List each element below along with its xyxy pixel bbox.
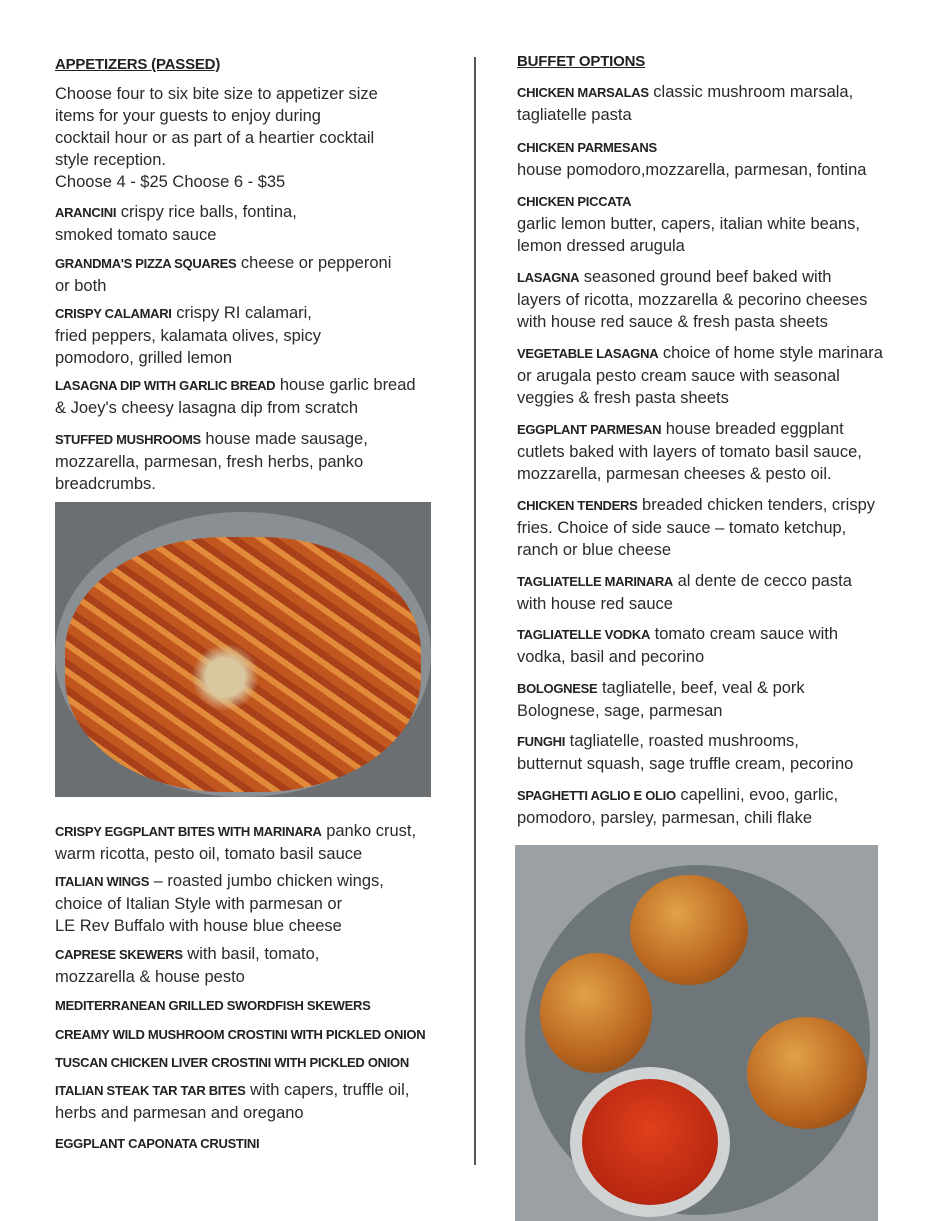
menu-item-name: VEGETABLE LASAGNA xyxy=(517,346,659,361)
menu-item xyxy=(517,494,917,561)
menu-item-name: ITALIAN WINGS xyxy=(55,874,150,889)
menu-item-name: EGGPLANT PARMESAN xyxy=(517,422,662,437)
menu-item-description: house made sausage, mozzarella, parmesan, fresh herbs, panko breadcrumbs. xyxy=(55,430,368,493)
arancini-ball xyxy=(540,953,652,1073)
appetizers-intro: Choose four to six bite size to appetizer size items for your guests to enjoy during cocktail hour or as part of a heartier cocktail style reception. Choose 4 - $25 Choose 6 - $35 xyxy=(55,85,378,191)
column-divider xyxy=(474,57,476,1165)
menu-item xyxy=(55,302,455,369)
menu-item xyxy=(55,994,455,1017)
menu-item xyxy=(55,1051,455,1074)
menu-item-name: STUFFED MUSHROOMS xyxy=(55,432,201,447)
menu-item-name: CHICKEN MARSALAS xyxy=(517,85,649,100)
menu-item-name: TUSCAN CHICKEN LIVER CROSTINI WITH PICKLED ONION xyxy=(55,1055,409,1070)
menu-item-name: CRISPY CALAMARI xyxy=(55,306,172,321)
arancini-ball xyxy=(630,875,748,985)
menu-item-name: LASAGNA DIP WITH GARLIC BREAD xyxy=(55,378,276,393)
menu-item-name: ITALIAN STEAK TAR TAR BITES xyxy=(55,1083,246,1098)
menu-item-name: FUNGHI xyxy=(517,734,566,749)
menu-item-description: seasoned ground beef baked with layers of ricotta, mozzarella & pecorino cheeses with house red sauce & fresh pasta sheets xyxy=(517,268,868,331)
menu-item-description: tomato cream sauce with vodka, basil and pecorino xyxy=(517,625,839,666)
menu-item-description: crispy rice balls, fontina, smoked tomato sauce xyxy=(55,203,297,244)
menu-item xyxy=(55,252,455,297)
menu-item-name: CHICKEN TENDERS xyxy=(517,498,638,513)
arancini-photo xyxy=(515,845,878,1221)
menu-item-description: with capers, truffle oil, herbs and parmesan and oregano xyxy=(55,1081,410,1122)
pasta-shape xyxy=(65,537,421,792)
menu-item-name: TAGLIATELLE VODKA xyxy=(517,627,651,642)
menu-item xyxy=(55,870,455,937)
arancini-ball xyxy=(747,1017,867,1129)
menu-item-description: house garlic bread & Joey's cheesy lasagna dip from scratch xyxy=(55,376,416,417)
menu-item-name: CREAMY WILD MUSHROOM CROSTINI WITH PICKLED ONION xyxy=(55,1027,426,1042)
menu-item-name: ARANCINI xyxy=(55,205,117,220)
menu-item-description: with basil, tomato, mozzarella & house pesto xyxy=(55,945,320,986)
menu-item-description: choice of home style marinara or arugala pesto cream sauce with seasonal veggies & fresh pasta sheets xyxy=(517,344,883,407)
menu-item-name: LASAGNA xyxy=(517,270,580,285)
menu-item-description: house pomodoro,mozzarella, parmesan, fontina xyxy=(517,161,867,179)
menu-item xyxy=(55,820,455,865)
menu-item xyxy=(517,81,917,126)
menu-item-description: – roasted jumbo chicken wings, choice of Italian Style with parmesan or LE Rev Buffalo with house blue cheese xyxy=(55,872,384,935)
menu-item-description: classic mushroom marsala, tagliatelle pasta xyxy=(517,83,854,124)
menu-item-description: tagliatelle, roasted mushrooms, butternut squash, sage truffle cream, pecorino xyxy=(517,732,854,773)
menu-item xyxy=(517,730,917,775)
menu-item xyxy=(55,1023,455,1046)
menu-item xyxy=(517,266,917,333)
menu-item xyxy=(517,570,917,615)
appetizers-heading: APPETIZERS (PASSED) xyxy=(55,56,221,73)
menu-item xyxy=(517,623,917,668)
menu-item-description: cheese or pepperoni or both xyxy=(55,254,392,295)
menu-item xyxy=(517,342,917,409)
menu-item xyxy=(517,418,917,485)
menu-item-description: al dente de cecco pasta with house red sauce xyxy=(517,572,852,613)
pasta-dish-photo xyxy=(55,502,431,797)
menu-item xyxy=(55,943,455,988)
menu-item-description: garlic lemon butter, capers, italian white beans, lemon dressed arugula xyxy=(517,215,861,255)
menu-item xyxy=(517,136,917,181)
menu-item xyxy=(55,374,455,419)
menu-item-description: breaded chicken tenders, crispy fries. Choice of side sauce – tomato ketchup, ranch or blue cheese xyxy=(517,496,876,559)
menu-item xyxy=(517,190,917,257)
buffet-heading: BUFFET OPTIONS xyxy=(517,53,646,70)
menu-item xyxy=(55,1132,455,1155)
menu-item xyxy=(517,677,917,722)
menu-item-description: tagliatelle, beef, veal & pork Bolognese, sage, parmesan xyxy=(517,679,805,720)
menu-item-description: panko crust, warm ricotta, pesto oil, tomato basil sauce xyxy=(55,822,417,863)
menu-item-name: GRANDMA'S PIZZA SQUARES xyxy=(55,256,237,271)
menu-item-name: TAGLIATELLE MARINARA xyxy=(517,574,673,589)
menu-item-description: house breaded eggplant cutlets baked with layers of tomato basil sauce, mozzarella, parmesan cheeses & pesto oil. xyxy=(517,420,862,483)
menu-item xyxy=(55,201,455,246)
sauce-cup xyxy=(570,1067,730,1217)
menu-item-name: EGGPLANT CAPONATA CRUSTINI xyxy=(55,1136,260,1151)
menu-item-name: MEDITERRANEAN GRILLED SWORDFISH SKEWERS xyxy=(55,998,371,1013)
menu-item-name: CHICKEN PICCATA xyxy=(517,194,632,209)
menu-item xyxy=(55,428,455,495)
menu-item-name: CHICKEN PARMESANS xyxy=(517,140,657,155)
menu-item xyxy=(55,1079,455,1124)
menu-item-name: CAPRESE SKEWERS xyxy=(55,947,183,962)
menu-item-description: crispy RI calamari, fried peppers, kalamata olives, spicy pomodoro, grilled lemon xyxy=(55,304,321,367)
menu-item-name: SPAGHETTI AGLIO E OLIO xyxy=(517,788,676,803)
menu-item-name: BOLOGNESE xyxy=(517,681,598,696)
menu-item-name: CRISPY EGGPLANT BITES WITH MARINARA xyxy=(55,824,322,839)
menu-item-description: capellini, evoo, garlic, pomodoro, parsley, parmesan, chili flake xyxy=(517,786,839,827)
menu-item xyxy=(517,784,917,829)
